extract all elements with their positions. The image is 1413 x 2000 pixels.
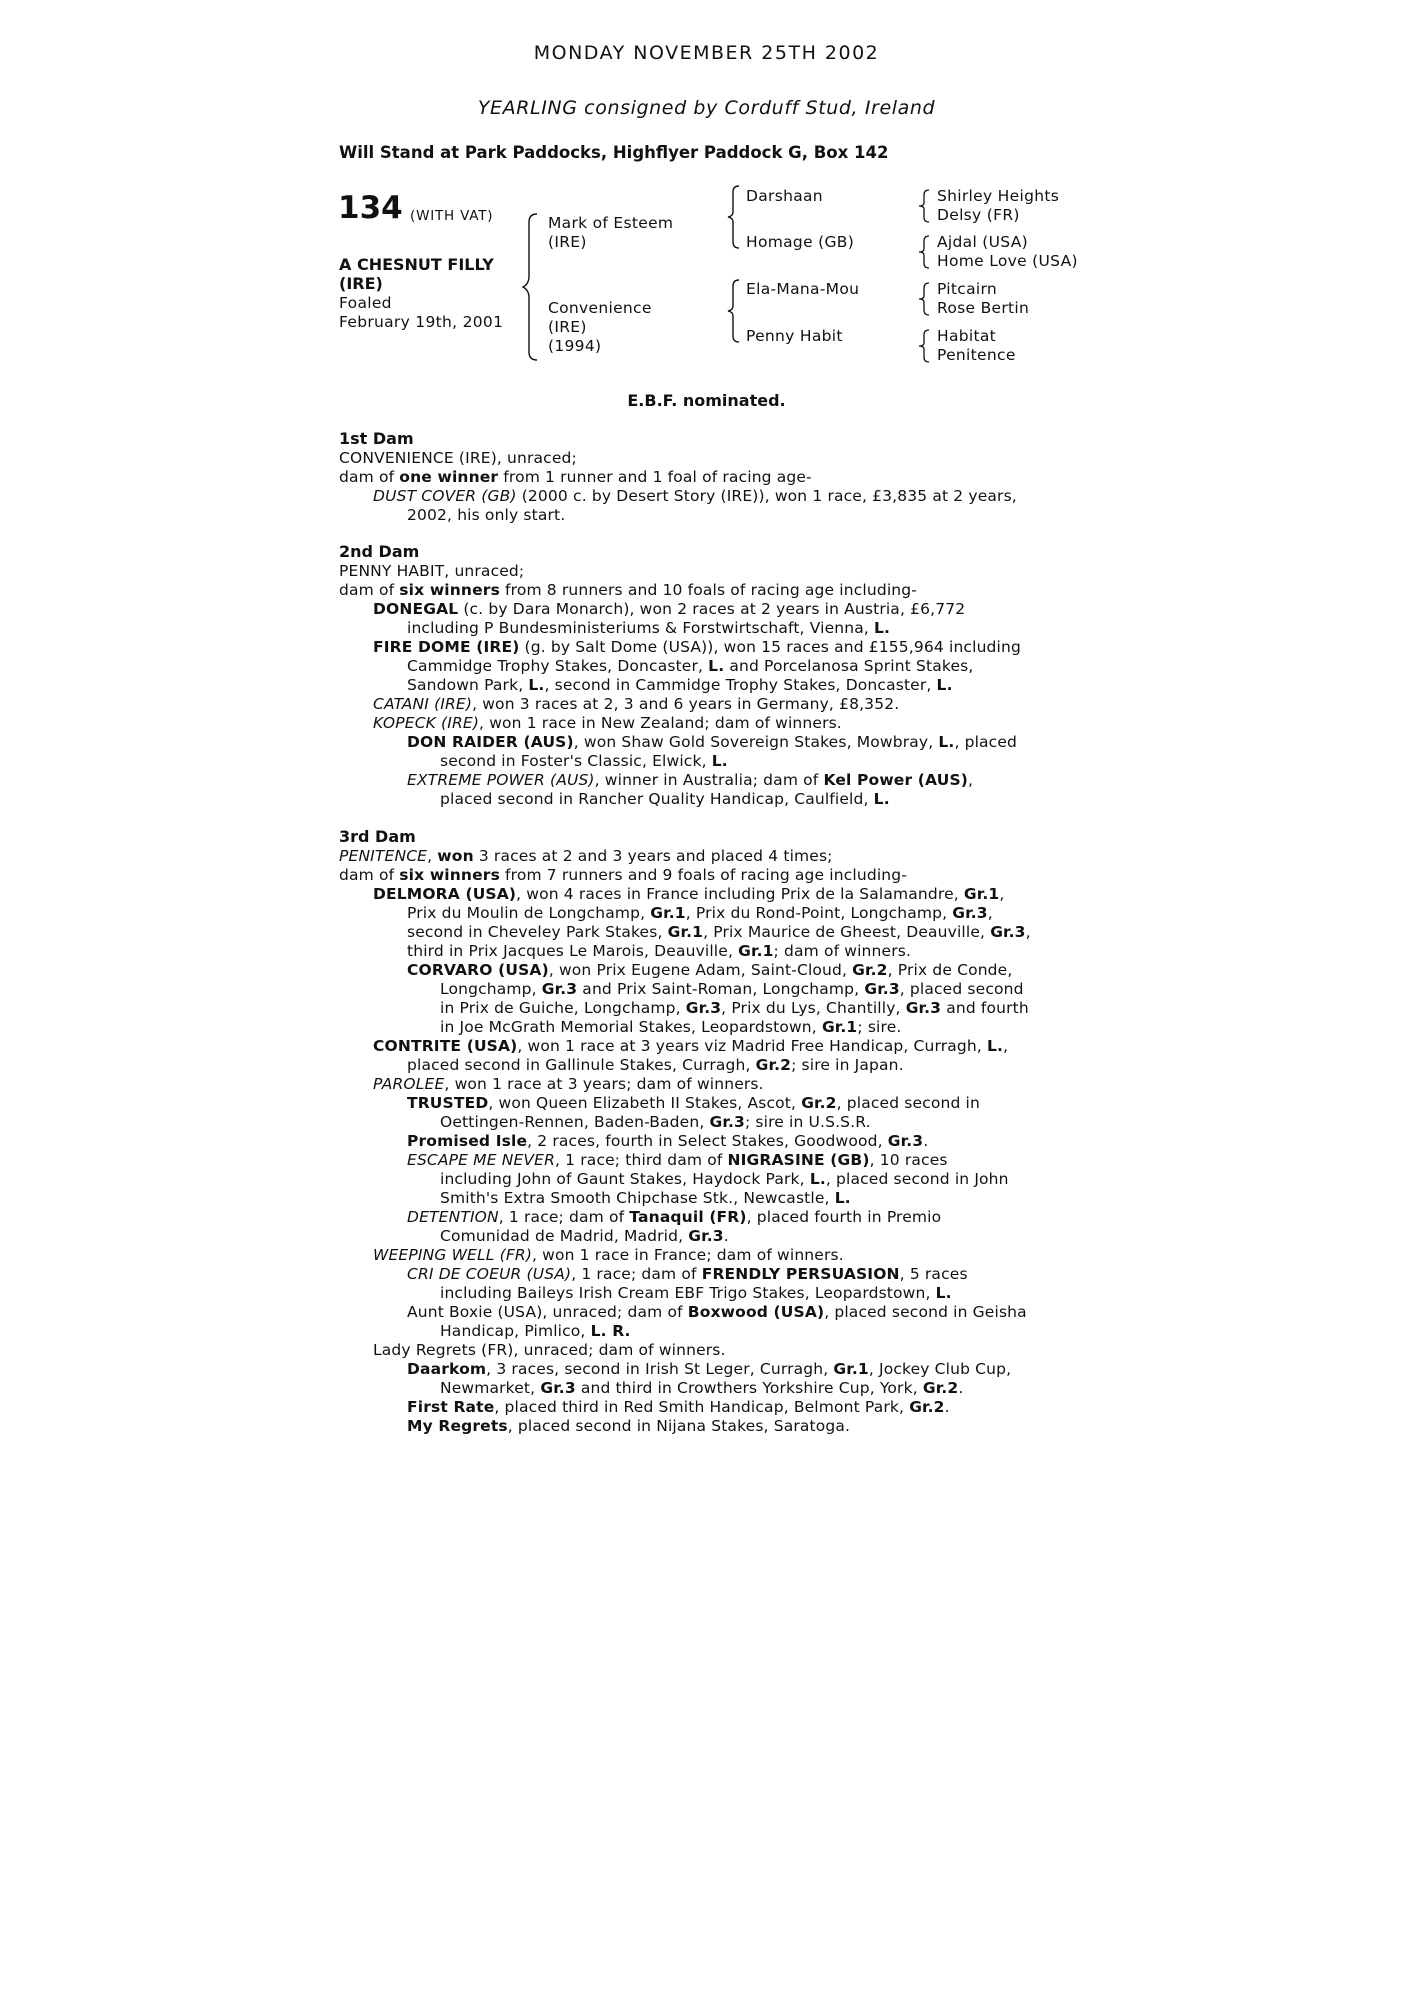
second-dam-line: including P Bundesministeriums & Forstwirtschaft, Vienna, L. — [407, 619, 891, 637]
third-dam-line: third in Prix Jacques Le Marois, Deauville, Gr.1; dam of winners. — [407, 942, 912, 960]
pedigree-brace-g4 — [918, 328, 932, 364]
foaled-date: February 19th, 2001 — [339, 313, 504, 331]
first-dam-line: 2002, his only start. — [407, 506, 566, 524]
first-dam-line: DUST COVER (GB) (2000 c. by Desert Story (IRE)), won 1 race, £3,835 at 2 years, — [373, 487, 1017, 505]
third-dam-line: WEEPING WELL (FR), won 1 race in France; dam of winners. — [373, 1246, 844, 1264]
third-dam-line: second in Cheveley Park Stakes, Gr.1, Prix Maurice de Gheest, Deauville, Gr.3, — [407, 923, 1031, 941]
second-dam-line: dam of six winners from 8 runners and 10 foals of racing age including- — [339, 581, 917, 599]
first-dam-heading: 1st Dam — [339, 429, 414, 448]
pedigree-dam-sire: Ela-Mana-Mou — [746, 280, 860, 298]
pedigree-g8: Penitence — [937, 346, 1016, 364]
second-dam-line: placed second in Rancher Quality Handicap, Caulfield, L. — [440, 790, 890, 808]
third-dam-line: CORVARO (USA), won Prix Eugene Adam, Saint-Cloud, Gr.2, Prix de Conde, — [407, 961, 1013, 979]
third-dam-line: Aunt Boxie (USA), unraced; dam of Boxwood (USA), placed second in Geisha — [407, 1303, 1027, 1321]
second-dam-line: Cammidge Trophy Stakes, Doncaster, L. and Porcelanosa Sprint Stakes, — [407, 657, 974, 675]
third-dam-line: CRI DE COEUR (USA), 1 race; dam of FRENDLY PERSUASION, 5 races — [407, 1265, 968, 1283]
foaled-label: Foaled — [339, 294, 392, 312]
second-dam-line: Sandown Park, L., second in Cammidge Trophy Stakes, Doncaster, L. — [407, 676, 953, 694]
third-dam-line: Comunidad de Madrid, Madrid, Gr.3. — [440, 1227, 729, 1245]
consignment-line: YEARLING consigned by Corduff Stud, Ireland — [477, 97, 936, 119]
pedigree-g1: Shirley Heights — [937, 187, 1060, 205]
third-dam-line: in Prix de Guiche, Longchamp, Gr.3, Prix du Lys, Chantilly, Gr.3 and fourth — [440, 999, 1029, 1017]
third-dam-line: Lady Regrets (FR), unraced; dam of winners. — [373, 1341, 726, 1359]
pedigree-dam-dam: Penny Habit — [746, 327, 843, 345]
third-dam-line: Daarkom, 3 races, second in Irish St Leger, Curragh, Gr.1, Jockey Club Cup, — [407, 1360, 1012, 1378]
third-dam-line: Longchamp, Gr.3 and Prix Saint-Roman, Longchamp, Gr.3, placed second — [440, 980, 1024, 998]
first-dam-line: CONVENIENCE (IRE), unraced; — [339, 449, 577, 467]
pedigree-g4: Home Love (USA) — [937, 252, 1078, 270]
pedigree-g3: Ajdal (USA) — [937, 233, 1028, 251]
third-dam-line: including John of Gaunt Stakes, Haydock Park, L., placed second in John — [440, 1170, 1009, 1188]
second-dam-line: second in Foster's Classic, Elwick, L. — [440, 752, 728, 770]
pedigree-sire-sire: Darshaan — [746, 187, 823, 205]
third-dam-line: Promised Isle, 2 races, fourth in Select Stakes, Goodwood, Gr.3. — [407, 1132, 929, 1150]
ebf-note: E.B.F. nominated. — [627, 391, 786, 410]
lot-description-origin: (IRE) — [339, 274, 383, 293]
second-dam-line: KOPECK (IRE), won 1 race in New Zealand; dam of winners. — [373, 714, 842, 732]
first-dam-line: dam of one winner from 1 runner and 1 foal of racing age- — [339, 468, 812, 486]
pedigree-brace-g3 — [918, 281, 932, 317]
third-dam-line: in Joe McGrath Memorial Stakes, Leopardstown, Gr.1; sire. — [440, 1018, 902, 1036]
third-dam-line: Handicap, Pimlico, L. R. — [440, 1322, 631, 1340]
pedigree-sire-origin: (IRE) — [548, 233, 587, 251]
sale-date: MONDAY NOVEMBER 25TH 2002 — [533, 42, 880, 64]
pedigree-sire: Mark of Esteem — [548, 214, 674, 232]
lot-number: 134 — [338, 190, 403, 226]
third-dam-line: DETENTION, 1 race; dam of Tanaquil (FR), placed fourth in Premio — [407, 1208, 942, 1226]
second-dam-line: EXTREME POWER (AUS), winner in Australia; dam of Kel Power (AUS), — [407, 771, 974, 789]
third-dam-heading: 3rd Dam — [339, 827, 416, 846]
third-dam-line: First Rate, placed third in Red Smith Handicap, Belmont Park, Gr.2. — [407, 1398, 950, 1416]
pedigree-brace-g1 — [918, 188, 932, 224]
pedigree-brace-dam — [727, 278, 743, 344]
third-dam-line: DELMORA (USA), won 4 races in France including Prix de la Salamandre, Gr.1, — [373, 885, 1005, 903]
lot-description: A CHESNUT FILLY — [339, 255, 494, 274]
pedigree-dam: Convenience — [548, 299, 652, 317]
pedigree-dam-origin: (IRE) — [548, 318, 587, 336]
third-dam-line: Prix du Moulin de Longchamp, Gr.1, Prix du Rond-Point, Longchamp, Gr.3, — [407, 904, 993, 922]
stand-location: Will Stand at Park Paddocks, Highflyer Paddock G, Box 142 — [339, 143, 889, 162]
second-dam-heading: 2nd Dam — [339, 542, 420, 561]
third-dam-line: Smith's Extra Smooth Chipchase Stk., Newcastle, L. — [440, 1189, 851, 1207]
second-dam-line: DONEGAL (c. by Dara Monarch), won 2 races at 2 years in Austria, £6,772 — [373, 600, 966, 618]
pedigree-g5: Pitcairn — [937, 280, 998, 298]
third-dam-line: including Baileys Irish Cream EBF Trigo Stakes, Leopardstown, L. — [440, 1284, 952, 1302]
pedigree-dam-year: (1994) — [548, 337, 602, 355]
pedigree-sire-dam: Homage (GB) — [746, 233, 855, 251]
third-dam-line: CONTRITE (USA), won 1 race at 3 years viz Madrid Free Handicap, Curragh, L., — [373, 1037, 1009, 1055]
pedigree-g2: Delsy (FR) — [937, 206, 1020, 224]
pedigree-brace-main — [523, 212, 543, 362]
third-dam-line: PENITENCE, won 3 races at 2 and 3 years and placed 4 times; — [339, 847, 833, 865]
pedigree-g6: Rose Bertin — [937, 299, 1030, 317]
third-dam-line: PAROLEE, won 1 race at 3 years; dam of winners. — [373, 1075, 764, 1093]
vat-note: (WITH VAT) — [410, 208, 494, 224]
third-dam-line: My Regrets, placed second in Nijana Stakes, Saratoga. — [407, 1417, 851, 1435]
second-dam-line: FIRE DOME (IRE) (g. by Salt Dome (USA)), won 15 races and £155,964 including — [373, 638, 1021, 656]
pedigree-g7: Habitat — [937, 327, 997, 345]
third-dam-line: dam of six winners from 7 runners and 9 foals of racing age including- — [339, 866, 907, 884]
third-dam-line: placed second in Gallinule Stakes, Curragh, Gr.2; sire in Japan. — [407, 1056, 904, 1074]
third-dam-line: Newmarket, Gr.3 and third in Crowthers Yorkshire Cup, York, Gr.2. — [440, 1379, 964, 1397]
second-dam-line: PENNY HABIT, unraced; — [339, 562, 525, 580]
second-dam-line: DON RAIDER (AUS), won Shaw Gold Sovereign Stakes, Mowbray, L., placed — [407, 733, 1018, 751]
third-dam-line: TRUSTED, won Queen Elizabeth II Stakes, Ascot, Gr.2, placed second in — [407, 1094, 980, 1112]
third-dam-line: Oettingen-Rennen, Baden-Baden, Gr.3; sire in U.S.S.R. — [440, 1113, 871, 1131]
pedigree-brace-sire — [727, 184, 743, 250]
third-dam-line: ESCAPE ME NEVER, 1 race; third dam of NIGRASINE (GB), 10 races — [407, 1151, 948, 1169]
pedigree-brace-g2 — [918, 234, 932, 270]
second-dam-line: CATANI (IRE), won 3 races at 2, 3 and 6 years in Germany, £8,352. — [373, 695, 900, 713]
